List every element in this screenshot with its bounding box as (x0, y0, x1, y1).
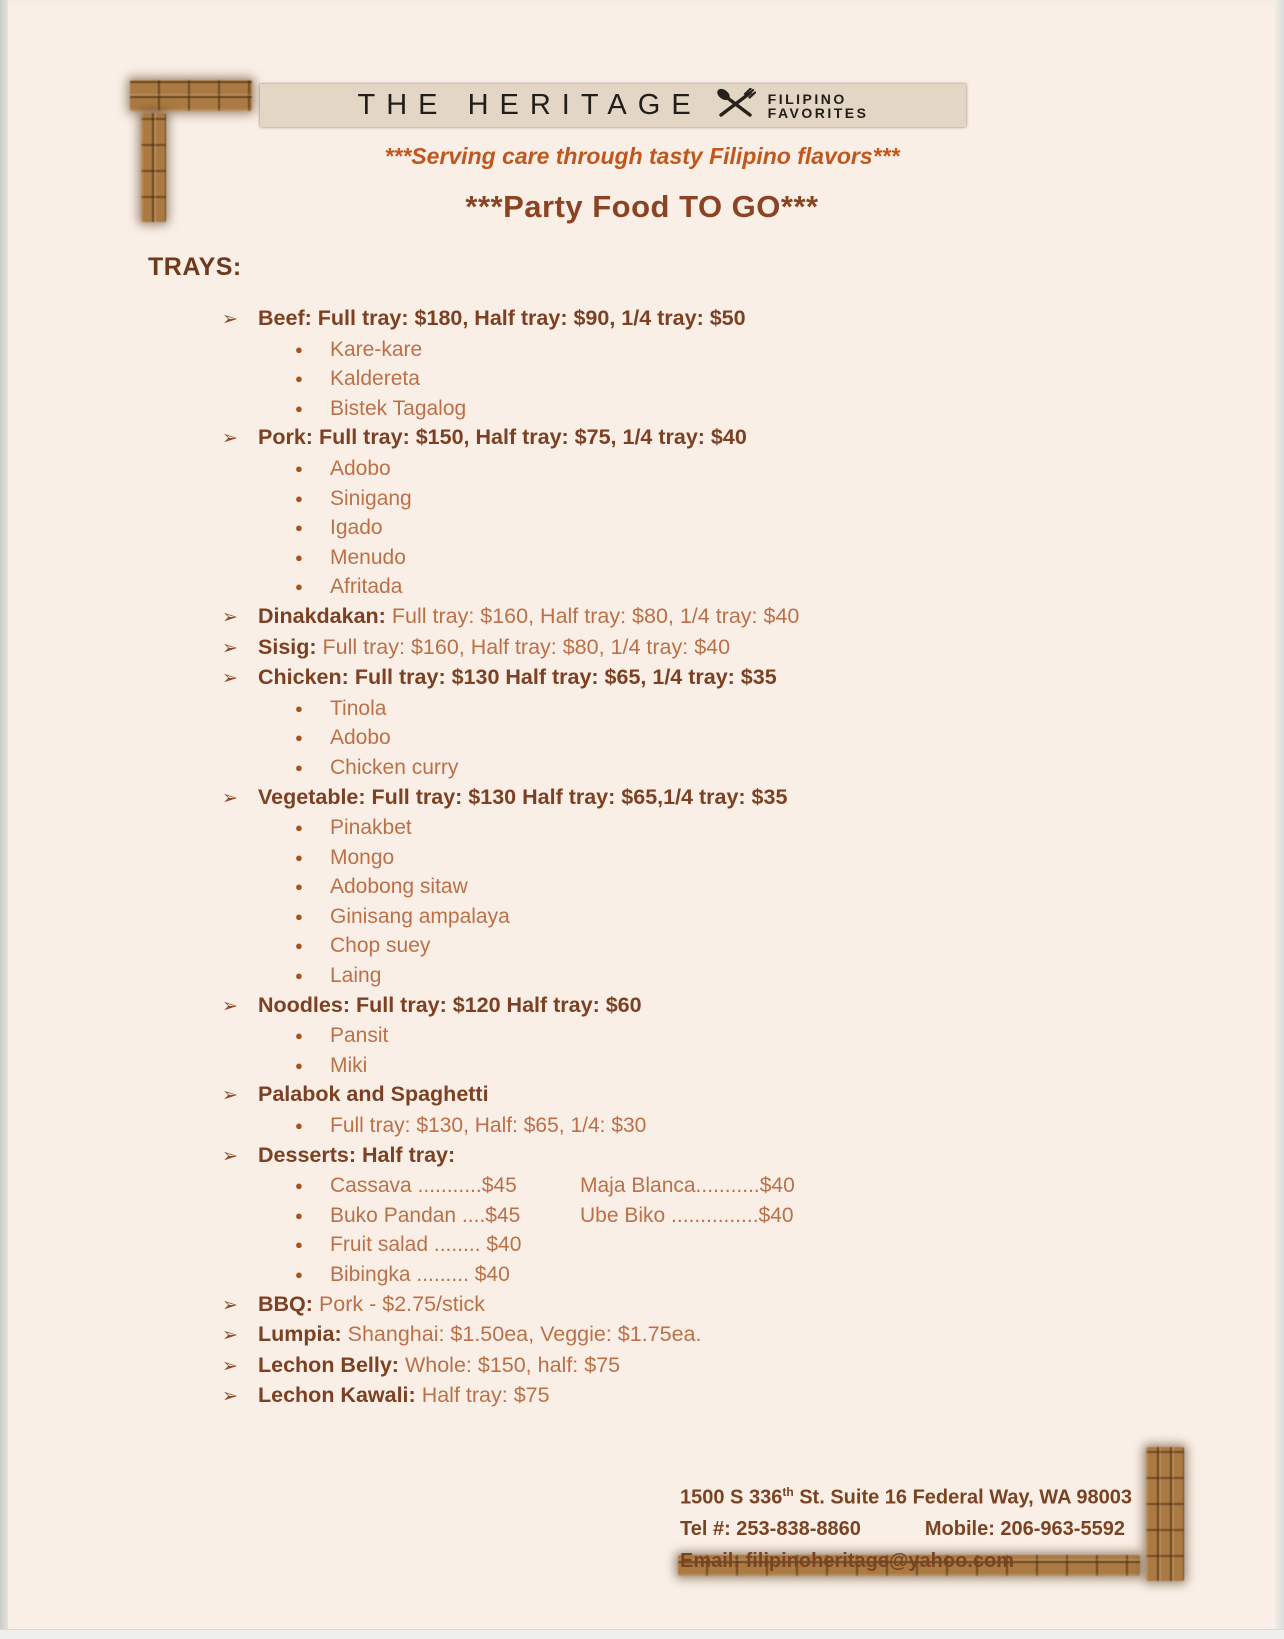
sub-item-label: Chop suey (330, 934, 431, 958)
address-part2: St. Suite 16 Federal Way, WA 98003 (793, 1486, 1132, 1509)
arrow-bullet-icon: ➢ (222, 428, 238, 450)
item-prices: Half tray: $75 (421, 1383, 550, 1408)
menu-item-pork (222, 423, 1122, 454)
dot-bullet-icon: ● (295, 1207, 303, 1223)
email-address: Email: filipinoheritage@yahoo.com (680, 1549, 1014, 1572)
address-superscript: th (782, 1485, 794, 1499)
sub-item-label: Menudo (330, 545, 406, 569)
dessert-left: Cassava ...........$45 (330, 1174, 517, 1198)
menu-sub-item (222, 1021, 1122, 1051)
item-label: Desserts: Half tray: (258, 1142, 456, 1167)
menu-item-dinakdakan (222, 602, 1122, 633)
menu-item-chicken (222, 663, 1122, 694)
menu-item-lechon-belly (222, 1351, 1122, 1382)
item-prices: Shanghai: $1.50ea, Veggie: $1.75ea. (347, 1322, 702, 1347)
menu-sub-item (222, 723, 1122, 753)
menu-sub-item (222, 513, 1122, 543)
dot-bullet-icon: ● (295, 879, 303, 895)
menu-sub-item (222, 961, 1122, 991)
sub-item-label: Adobo (330, 456, 391, 480)
sub-item-label: Miki (330, 1053, 368, 1077)
dessert-row (222, 1260, 1122, 1290)
sub-item-label: Full tray: $130, Half: $65, 1/4: $30 (330, 1114, 647, 1138)
dessert-row (222, 1201, 1122, 1231)
dessert-row (222, 1230, 1122, 1260)
dot-bullet-icon: ● (295, 341, 303, 357)
page-edge-right (1275, 0, 1284, 1639)
item-label: Dinakdakan: (258, 603, 386, 628)
dessert-right: Ube Biko ...............$40 (580, 1203, 794, 1227)
item-prices: Full tray: $150, Half tray: $75, 1/4 tray: $40 (318, 425, 747, 450)
item-prices: Whole: $150, half: $75 (404, 1352, 621, 1377)
dot-bullet-icon: ● (295, 908, 303, 924)
sub-item-label: Pinakbet (330, 816, 412, 840)
menu-sub-item (222, 543, 1122, 573)
menu-sub-item (222, 454, 1122, 484)
dot-bullet-icon: ● (295, 700, 303, 716)
brand-subtitle-line2: FAVORITES (767, 104, 869, 121)
menu-sub-item (222, 394, 1122, 424)
tagline: ***Serving care through tasty Filipino flavors*** (384, 143, 900, 169)
arrow-bullet-icon: ➢ (222, 1085, 238, 1107)
arrow-bullet-icon: ➢ (222, 606, 238, 628)
sub-item-label: Mongo (330, 845, 395, 869)
page-edge-top (0, 0, 1284, 5)
sub-item-label: Bistek Tagalog (330, 396, 467, 420)
item-prices: Full tray: $160, Half tray: $80, 1/4 tray: $40 (322, 634, 731, 659)
page-edge-left (0, 0, 8, 1639)
crossed-utensils-icon (714, 88, 756, 125)
dot-bullet-icon: ● (295, 549, 303, 565)
bamboo-border-bottom-right-vertical (1146, 1447, 1184, 1581)
item-prices: Full tray: $130 Half tray: $65,1/4 tray: $35 (371, 784, 788, 809)
sub-item-label: Chicken curry (330, 755, 459, 779)
menu-sub-item (222, 813, 1122, 843)
arrow-bullet-icon: ➢ (222, 1355, 238, 1377)
address-part1: 1500 S 336 (680, 1486, 783, 1509)
menu-item-vegetable (222, 783, 1122, 814)
dot-bullet-icon: ● (295, 820, 303, 836)
menu-sub-item (222, 872, 1122, 902)
contact-block (680, 1477, 1132, 1577)
brand-subtitle (768, 92, 869, 120)
sub-item-label: Adobong sitaw (330, 875, 468, 899)
item-prices: Full tray: $160, Half tray: $80, 1/4 tray: $40 (391, 603, 800, 628)
menu-sub-item (222, 843, 1122, 873)
bamboo-border-top-left-horizontal (130, 80, 252, 111)
menu-list (222, 304, 1122, 1412)
menu-sub-item (222, 902, 1122, 932)
dessert-left: Bibingka ......... $40 (330, 1263, 510, 1286)
dot-bullet-icon: ● (295, 460, 303, 476)
menu-item-noodles (222, 991, 1122, 1022)
item-prices: Full tray: $120 Half tray: $60 (355, 992, 642, 1017)
telephone-number: Tel #: 253-838-8860 (680, 1518, 861, 1541)
arrow-bullet-icon: ➢ (222, 995, 238, 1017)
item-label: Beef: (258, 306, 312, 330)
dot-bullet-icon: ● (295, 400, 303, 416)
dessert-right: Maja Blanca...........$40 (580, 1174, 795, 1198)
email-line (680, 1546, 1132, 1578)
dot-bullet-icon: ● (295, 1118, 303, 1134)
menu-sub-item (222, 931, 1122, 961)
mobile-number: Mobile: 206-963-5592 (924, 1518, 1125, 1541)
item-label: Palabok and Spaghetti (258, 1082, 489, 1107)
arrow-bullet-icon: ➢ (222, 1145, 238, 1167)
dot-bullet-icon: ● (295, 1028, 303, 1044)
dot-bullet-icon: ● (295, 849, 303, 865)
arrow-bullet-icon: ➢ (222, 309, 238, 330)
menu-sub-item (222, 572, 1122, 602)
dessert-left: Fruit salad ........ $40 (330, 1233, 522, 1257)
sub-item-label: Adobo (330, 726, 391, 750)
sub-item-label: Laing (330, 964, 382, 988)
dot-bullet-icon: ● (295, 1267, 303, 1282)
dot-bullet-icon: ● (295, 1178, 303, 1194)
menu-sub-item (222, 1051, 1122, 1081)
arrow-bullet-icon: ➢ (222, 1325, 238, 1347)
page-edge-bottom (0, 1629, 1284, 1639)
address-line (680, 1477, 1132, 1514)
item-prices: Pork - $2.75/stick (318, 1291, 486, 1316)
menu-item-bbq (222, 1290, 1122, 1321)
item-label: Vegetable: (258, 784, 366, 809)
menu-sub-item (222, 694, 1122, 724)
item-prices: Full tray: $130 Half tray: $65, 1/4 tray: $35 (354, 665, 777, 690)
sub-item-label: Tinola (330, 696, 387, 720)
item-label: Pork: (258, 425, 313, 450)
sub-item-label: Pansit (330, 1024, 389, 1048)
arrow-bullet-icon: ➢ (222, 787, 238, 809)
menu-sub-item (222, 484, 1122, 514)
arrow-bullet-icon: ➢ (222, 1294, 238, 1316)
sub-item-label: Igado (330, 516, 383, 540)
dot-bullet-icon: ● (295, 579, 303, 595)
brand-subtitle-line1: FILIPINO (767, 90, 847, 107)
item-prices: Full tray: $180, Half tray: $90, 1/4 tray: $50 (317, 306, 746, 330)
sub-item-label: Afritada (330, 575, 403, 599)
menu-sub-item (222, 335, 1122, 365)
page-title: ***Party Food TO GO*** (465, 189, 819, 224)
dot-bullet-icon: ● (295, 371, 303, 387)
dessert-left: Buko Pandan ....$45 (330, 1203, 521, 1227)
item-label: Lumpia: (258, 1322, 342, 1347)
arrow-bullet-icon: ➢ (222, 1386, 238, 1408)
menu-sub-item (222, 753, 1122, 783)
item-label: Lechon Belly: (258, 1352, 399, 1377)
item-label: Sisig: (258, 634, 317, 659)
sub-item-label: Sinigang (330, 486, 412, 510)
dot-bullet-icon: ● (295, 759, 303, 775)
item-label: Chicken: (258, 665, 349, 690)
menu-item-lechon-kawali (222, 1381, 1122, 1412)
menu-sub-item (222, 1111, 1122, 1141)
menu-sub-item (222, 364, 1122, 394)
menu-item-beef (222, 304, 1122, 335)
brand-logo-bar (260, 84, 966, 127)
arrow-bullet-icon: ➢ (222, 637, 238, 659)
item-label: Noodles: (258, 992, 350, 1017)
dot-bullet-icon: ● (295, 490, 303, 506)
dessert-row (222, 1171, 1122, 1201)
item-label: BBQ: (258, 1291, 313, 1316)
arrow-bullet-icon: ➢ (222, 668, 238, 690)
brand-name: THE HERITAGE (357, 89, 702, 121)
dot-bullet-icon: ● (295, 938, 303, 954)
sub-item-label: Kare-kare (330, 337, 423, 361)
menu-item-sisig (222, 633, 1122, 664)
sub-item-label: Ginisang ampalaya (330, 904, 510, 928)
dot-bullet-icon: ● (295, 520, 303, 536)
dot-bullet-icon: ● (295, 1057, 303, 1073)
menu-item-palabok-spaghetti (222, 1080, 1122, 1111)
dot-bullet-icon: ● (295, 1237, 303, 1253)
dot-bullet-icon: ● (295, 968, 303, 984)
menu-item-desserts (222, 1141, 1122, 1172)
section-heading-trays: TRAYS: (148, 253, 242, 281)
menu-item-lumpia (222, 1320, 1122, 1351)
sub-item-label: Kaldereta (330, 367, 420, 391)
phone-line (680, 1514, 1132, 1546)
item-label: Lechon Kawali: (258, 1383, 416, 1408)
dot-bullet-icon: ● (295, 730, 303, 746)
